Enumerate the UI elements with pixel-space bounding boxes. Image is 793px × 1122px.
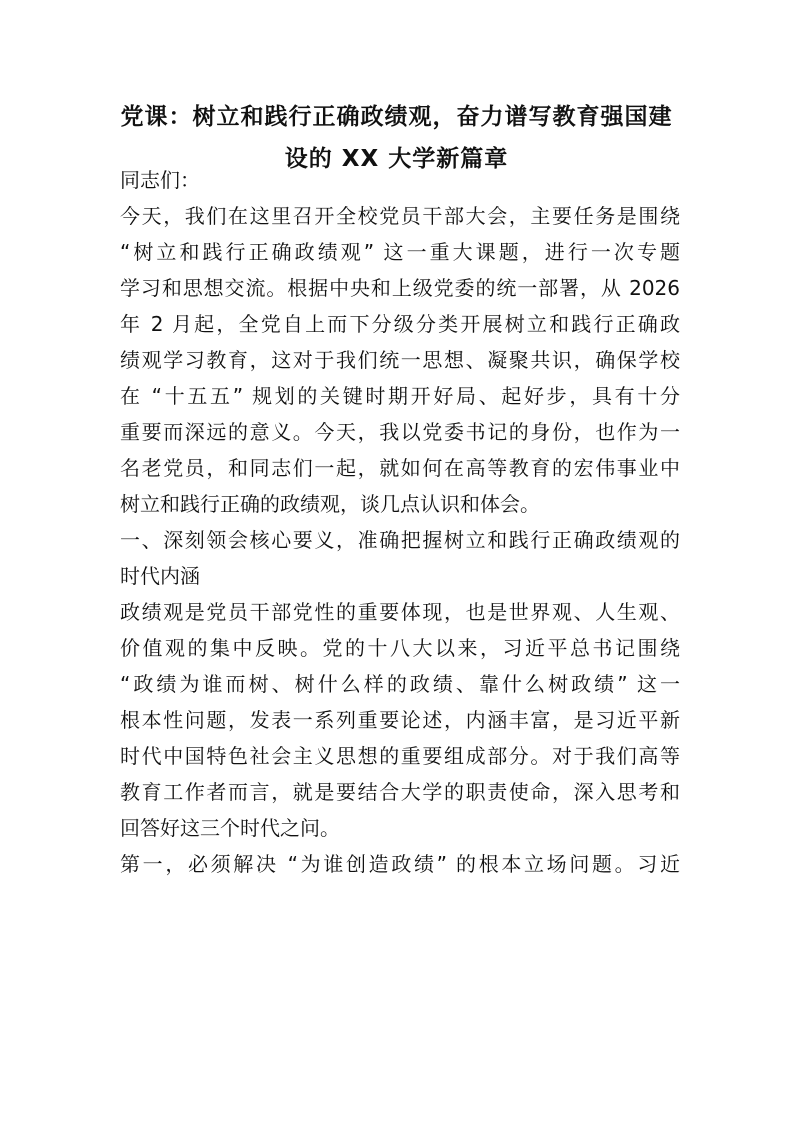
section-heading-line: 一、深刻领会核心要义，准确把握树立和践行正确政绩观的 [120, 528, 680, 552]
body-line: 第一，必须解决 “为谁创造政绩” 的根本立场问题。习近 [120, 852, 680, 876]
body-line: 政绩观是党员干部党性的重要体现，也是世界观、人生观、 [120, 600, 680, 624]
section-heading-line: 时代内涵 [120, 564, 200, 588]
body-line: 名老党员，和同志们一起，就如何在高等教育的宏伟事业中 [120, 456, 680, 480]
body-line: 教育工作者而言，就是要结合大学的职责使命，深入思考和 [120, 780, 680, 804]
document-title-line-2: 设的 XX 大学新篇章 [284, 146, 509, 172]
body-line: 根本性问题，发表一系列重要论述，内涵丰富，是习近平新 [120, 708, 680, 732]
body-line: 绩观学习教育，这对于我们统一思想、凝聚共识，确保学校 [120, 348, 680, 372]
document-title-line-1: 党课：树立和践行正确政绩观，奋力谱写教育强国建 [120, 104, 673, 130]
body-line: 重要而深远的意义。今天，我以党委书记的身份，也作为一 [120, 420, 680, 444]
body-line: 年 2 月起，全党自上而下分级分类开展树立和践行正确政 [120, 312, 680, 336]
body-line: 树立和践行正确的政绩观，谈几点认识和体会。 [120, 492, 540, 516]
body-line: 今天，我们在这里召开全校党员干部大会，主要任务是围绕 [120, 204, 680, 228]
body-line: 回答好这三个时代之问。 [120, 816, 340, 840]
body-line: 价值观的集中反映。党的十八大以来，习近平总书记围绕 [120, 636, 680, 660]
salutation: 同志们： [120, 168, 200, 192]
body-line: 时代中国特色社会主义思想的重要组成部分。对于我们高等 [120, 744, 680, 768]
body-line: 学习和思想交流。根据中央和上级党委的统一部署，从 2026 [120, 276, 680, 300]
body-line: 在 “十五五” 规划的关键时期开好局、起好步，具有十分 [120, 384, 680, 408]
body-line: “政绩为谁而树、树什么样的政绩、靠什么树政绩” 这一 [120, 672, 680, 696]
body-line: “树立和践行正确政绩观” 这一重大课题，进行一次专题 [120, 240, 680, 264]
